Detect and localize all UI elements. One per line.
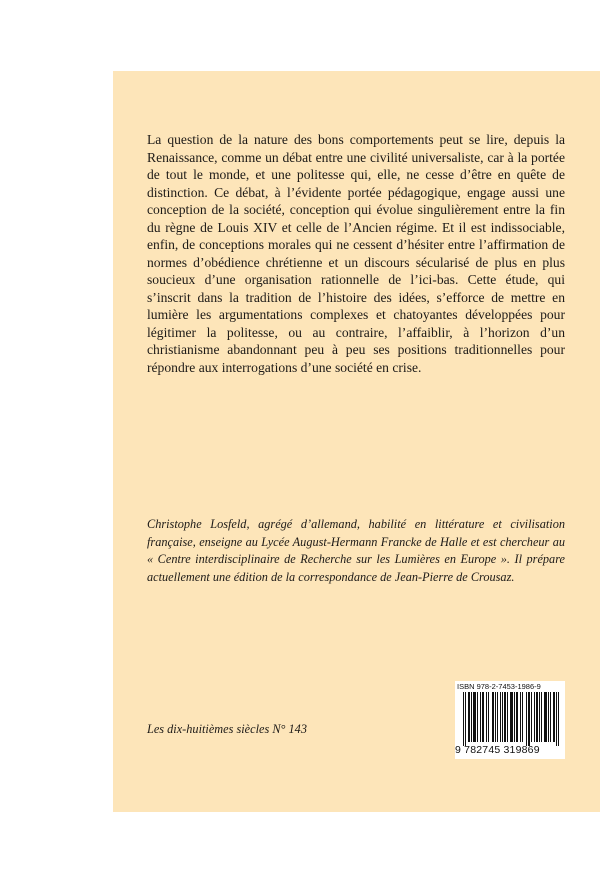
barcode-bar [471,692,472,742]
barcode-bar [486,692,487,742]
barcode-bar [544,692,547,742]
barcode-bars [455,692,565,746]
barcode-bar [495,692,496,742]
barcode-bar [536,692,538,742]
barcode-bar [522,692,523,742]
barcode-digits: 9 782745 319869 [455,744,540,756]
barcode-bar [480,692,481,742]
series-title: Les dix-huitièmes siècles N° 143 [147,722,307,736]
barcode-bar [550,692,551,742]
barcode-bar [526,692,527,746]
barcode-bar [482,692,484,742]
isbn-label: ISBN 978-2-7453-1986-9 [457,682,541,691]
barcode-bar [465,692,466,746]
barcode-bar [541,692,542,742]
blurb-paragraph: La question de la nature des bons comportements peut se lire, depuis la Renaissance, comme un débat entre une civilité universaliste, car à la portée de tout le monde, et une politesse qui, elle, ne cesse d’être en quête de distinction. Ce débat, à l’évidente portée pédagogique, engage aussi une conception de la société, conception qui évolue singulièrement entre la fin du règne de Louis XIV et celle de l’Ancien régime. Et il est indissociable, enfin, de conceptions morales qui ne cessent d’hésiter entre l’affirmation de normes d’obédience chrétienne et un discours sécularisé de plus en plus soucieux d’une organisation rationnelle de l’ici-bas. Cette étude, qui s’inscrit dans la tradition de l’histoire des idées, s’efforce de mettre en lumière les argumentations complexes et chatoyantes développées pour légitimer la politesse, ou au contraire, l’affaiblir, à l’horizon d’un christianisme abandonnant peu à peu ses positions traditionnelles pour répondre aux interrogations d’une société en crise. [147,132,565,375]
barcode-bar [473,692,476,742]
barcode-bar [463,692,464,746]
barcode-bar [488,692,489,742]
barcode-bar [539,692,540,742]
barcode-bar [492,692,494,742]
barcode-bar [528,692,530,746]
barcode-bar [504,692,506,742]
barcode-bar [516,692,518,742]
barcode-bar [497,692,498,742]
barcode-bar [556,692,557,746]
barcode-bar [477,692,478,742]
barcode-bar [548,692,549,742]
barcode-bar [507,692,508,742]
author-bio: Christophe Losfeld, agrégé d’allemand, habilité en littérature et civilisation française, enseigne au Lycée August-Hermann Francke de Halle et est chercheur au « Centre interdisciplinaire de Recherche sur les Lumières en Europe ». Il prépare actuellement une édition de la correspondance de Jean-Pierre de Crousaz. [147,517,565,584]
barcode-bar [500,692,501,742]
barcode-bar [553,692,555,742]
isbn-barcode [455,681,565,759]
barcode-bar [534,692,535,742]
barcode-bar [514,692,515,742]
barcode-bar [502,692,503,742]
barcode-bar [558,692,559,746]
barcode-bar [510,692,513,742]
barcode-bar [531,692,532,742]
barcode-bar [520,692,521,742]
barcode-bar [468,692,470,742]
